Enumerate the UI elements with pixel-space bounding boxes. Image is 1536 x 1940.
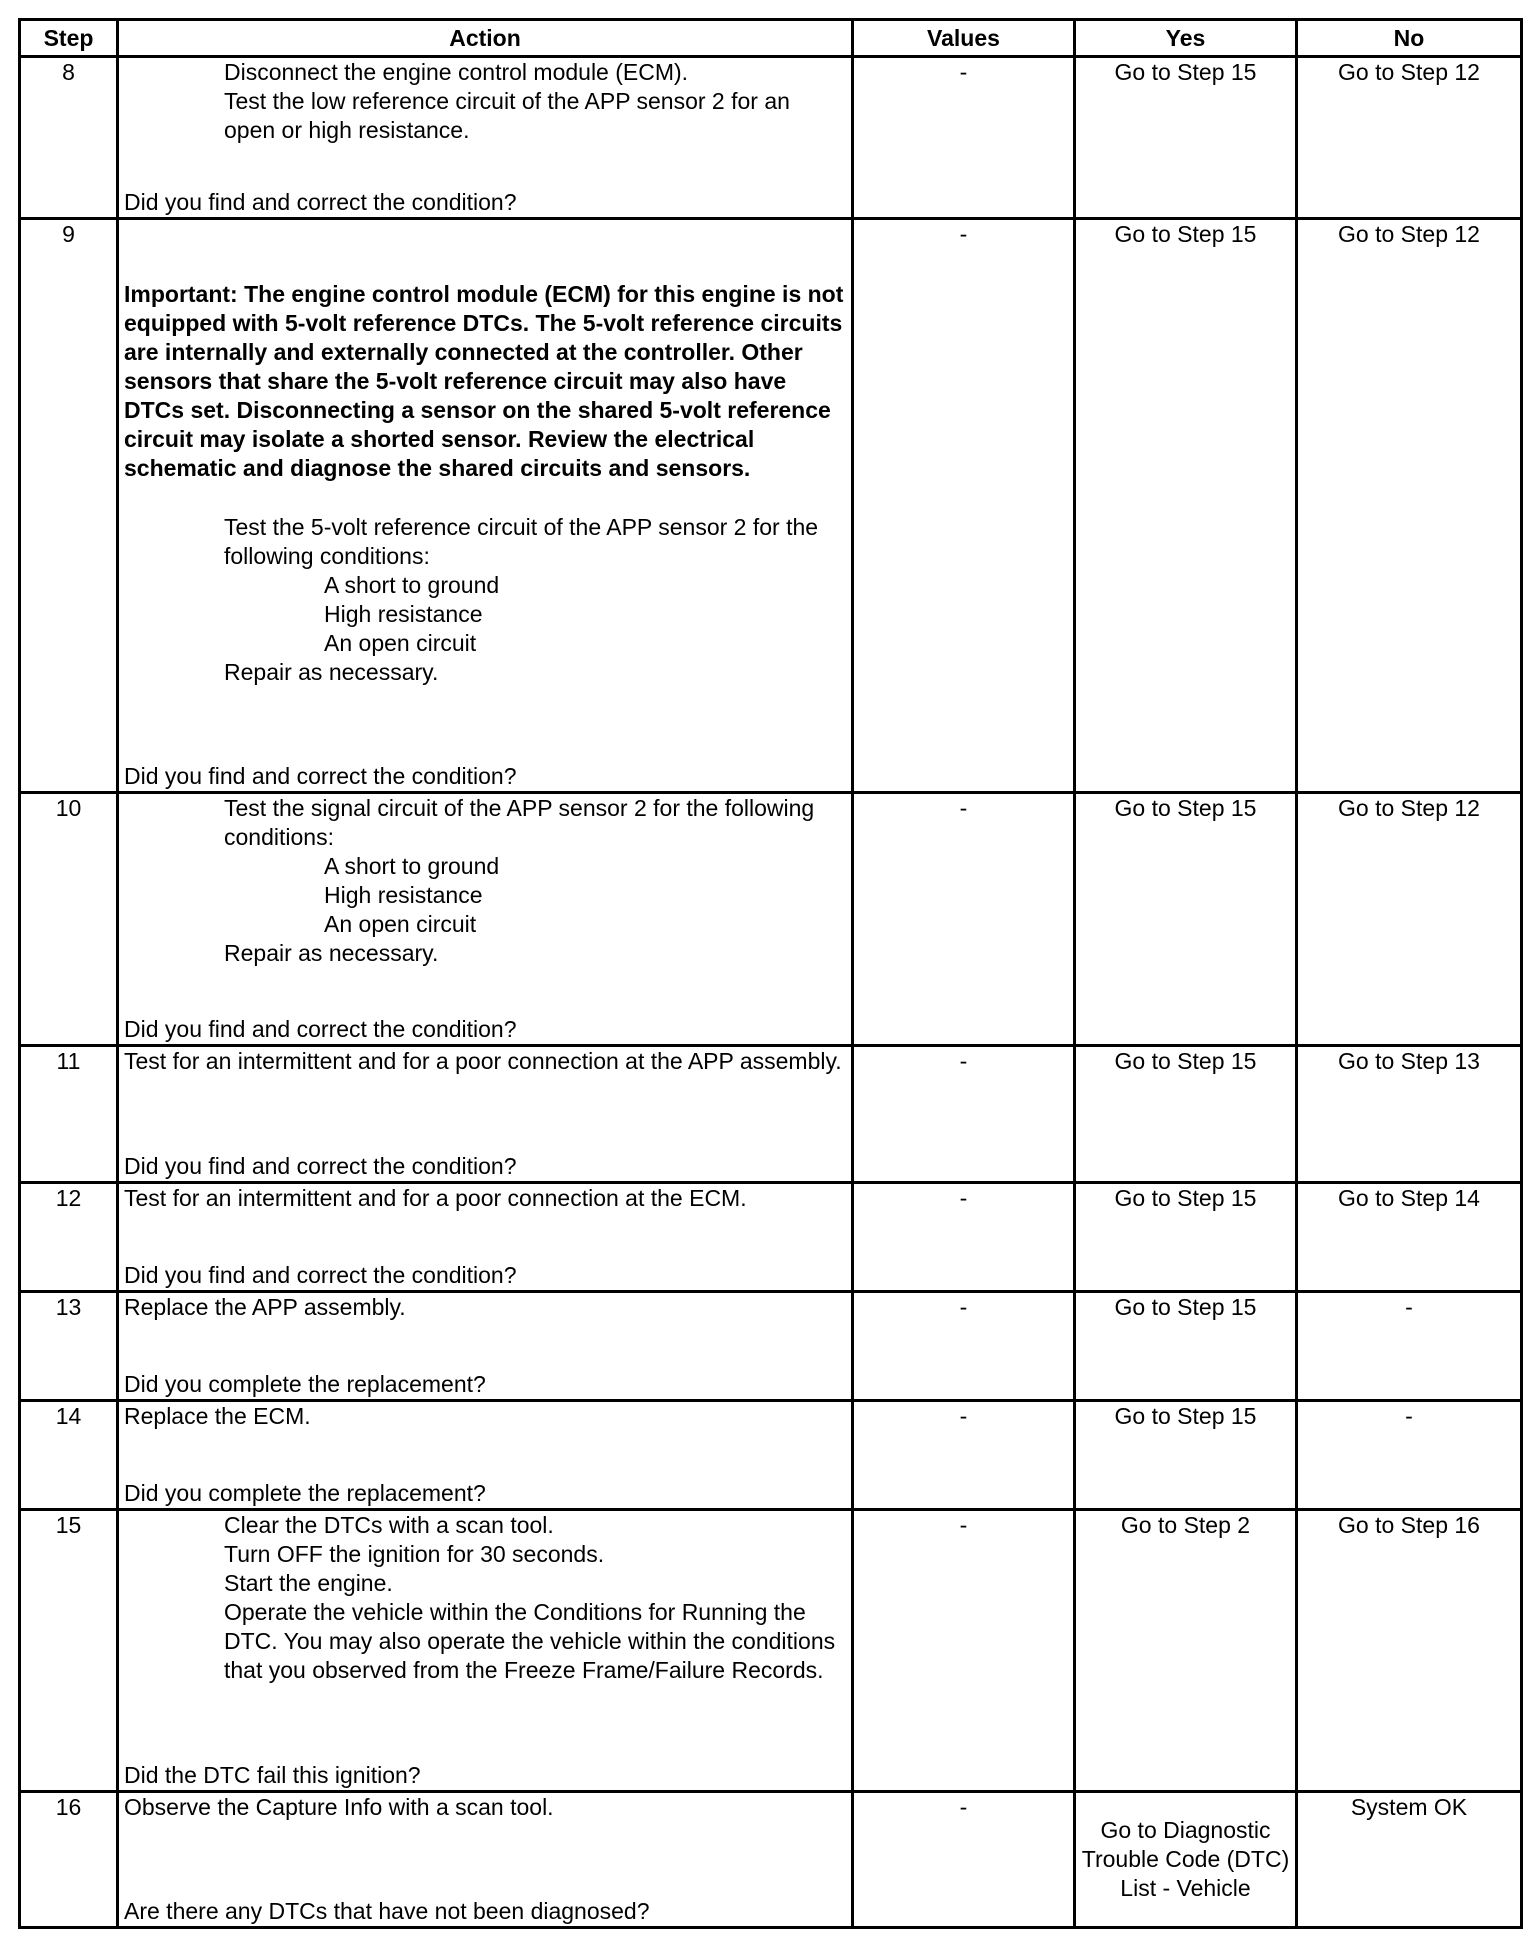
no-cell: Go to Step 12 [1297,219,1522,793]
table-header-row [20,20,1522,57]
action-question: Did you find and correct the condition? [124,1262,517,1288]
step-number: 11 [20,1046,118,1183]
values-cell: - [853,1292,1075,1401]
values-cell: - [853,1046,1075,1183]
action-question: Did the DTC fail this ignition? [124,1762,421,1788]
no-cell: System OK [1297,1792,1522,1928]
action-line: Repair as necessary. [224,659,439,685]
no-cell: Go to Step 13 [1297,1046,1522,1183]
action-line: Test the signal circuit of the APP sensor 2 for the following conditions: [224,795,815,850]
values-cell: - [853,57,1075,219]
action-cell [118,793,853,1046]
action-line: Operate the vehicle within the Conditions for Running the DTC. You may also operate the vehicle within the conditions that you observed from the Freeze Frame/Failure Records. [224,1599,836,1683]
table-row [20,219,1522,793]
step-number: 8 [20,57,118,219]
action-cell [118,1401,853,1510]
action-line: Turn OFF the ignition for 30 seconds. [224,1541,605,1567]
action-line: Replace the ECM. [124,1403,311,1429]
yes-cell: Go to Diagnostic Trouble Code (DTC) List - Vehicle [1075,1792,1297,1928]
action-cell [118,1510,853,1792]
no-cell: Go to Step 14 [1297,1183,1522,1292]
action-question: Are there any DTCs that have not been diagnosed? [124,1898,650,1924]
no-cell: Go to Step 16 [1297,1510,1522,1792]
condition-item: High resistance [324,882,483,908]
action-line: Repair as necessary. [224,940,439,966]
action-line: Start the engine. [224,1570,393,1596]
table-row [20,1292,1522,1401]
step-number: 9 [20,219,118,793]
yes-cell: Go to Step 15 [1075,1401,1297,1510]
action-cell [118,1046,853,1183]
condition-item: An open circuit [324,630,477,656]
action-question: Did you find and correct the condition? [124,763,517,789]
header-step: Step [20,20,118,57]
yes-cell: Go to Step 15 [1075,219,1297,793]
step-number: 13 [20,1292,118,1401]
no-cell: - [1297,1292,1522,1401]
yes-cell: Go to Step 15 [1075,793,1297,1046]
action-question: Did you find and correct the condition? [124,1016,517,1042]
action-line: Replace the APP assembly. [124,1294,406,1320]
action-line: Clear the DTCs with a scan tool. [224,1512,554,1538]
values-cell: - [853,1401,1075,1510]
table-row [20,1401,1522,1510]
step-number: 15 [20,1510,118,1792]
yes-cell: Go to Step 15 [1075,57,1297,219]
table-row [20,1510,1522,1792]
table-row [20,57,1522,219]
action-line: Disconnect the engine control module (ECM). [224,59,689,85]
step-number: 10 [20,793,118,1046]
diagnostic-table-page [18,18,1520,1926]
action-line: Observe the Capture Info with a scan tool. [124,1794,554,1820]
header-action: Action [118,20,853,57]
condition-item: A short to ground [324,853,500,879]
table-row [20,1792,1522,1928]
condition-item: A short to ground [324,572,500,598]
no-cell: Go to Step 12 [1297,793,1522,1046]
condition-item: An open circuit [324,911,477,937]
action-line: Test the low reference circuit of the APP sensor 2 for an open or high resistance. [224,88,790,143]
no-cell: - [1297,1401,1522,1510]
action-question: Did you find and correct the condition? [124,1153,517,1179]
action-cell [118,57,853,219]
yes-cell: Go to Step 15 [1075,1046,1297,1183]
action-line: Test the 5-volt reference circuit of the APP sensor 2 for the following conditions: [224,514,819,569]
diagnostic-steps-table [18,18,1523,1929]
action-line: Test for an intermittent and for a poor connection at the ECM. [124,1185,747,1211]
values-cell: - [853,1510,1075,1792]
table-row [20,793,1522,1046]
header-yes: Yes [1075,20,1297,57]
action-question: Did you complete the replacement? [124,1480,486,1506]
important-note: Important: The engine control module (ECM) for this engine is not equipped with 5-volt reference DTCs. The 5-volt reference circuits are internally and externally connected at the controller. Other sensors that share the 5-volt reference circuit may also have DTCs set. Disconnecting a sensor on the shared 5-volt reference circuit may isolate a shorted sensor. Review the electrical schematic and diagnose the shared circuits and sensors. [124,281,844,481]
action-cell [118,219,853,793]
no-cell: Go to Step 12 [1297,57,1522,219]
action-line: Test for an intermittent and for a poor connection at the APP assembly. [124,1048,842,1074]
yes-cell: Go to Step 15 [1075,1292,1297,1401]
values-cell: - [853,793,1075,1046]
table-row [20,1046,1522,1183]
values-cell: - [853,219,1075,793]
step-number: 14 [20,1401,118,1510]
values-cell: - [853,1183,1075,1292]
values-cell: - [853,1792,1075,1928]
header-values: Values [853,20,1075,57]
step-number: 12 [20,1183,118,1292]
condition-item: High resistance [324,601,483,627]
yes-cell: Go to Step 2 [1075,1510,1297,1792]
yes-cell: Go to Step 15 [1075,1183,1297,1292]
action-cell [118,1183,853,1292]
action-cell [118,1792,853,1928]
step-number: 16 [20,1792,118,1928]
action-question: Did you complete the replacement? [124,1371,486,1397]
action-question: Did you find and correct the condition? [124,189,517,215]
action-cell [118,1292,853,1401]
header-no: No [1297,20,1522,57]
table-row [20,1183,1522,1292]
